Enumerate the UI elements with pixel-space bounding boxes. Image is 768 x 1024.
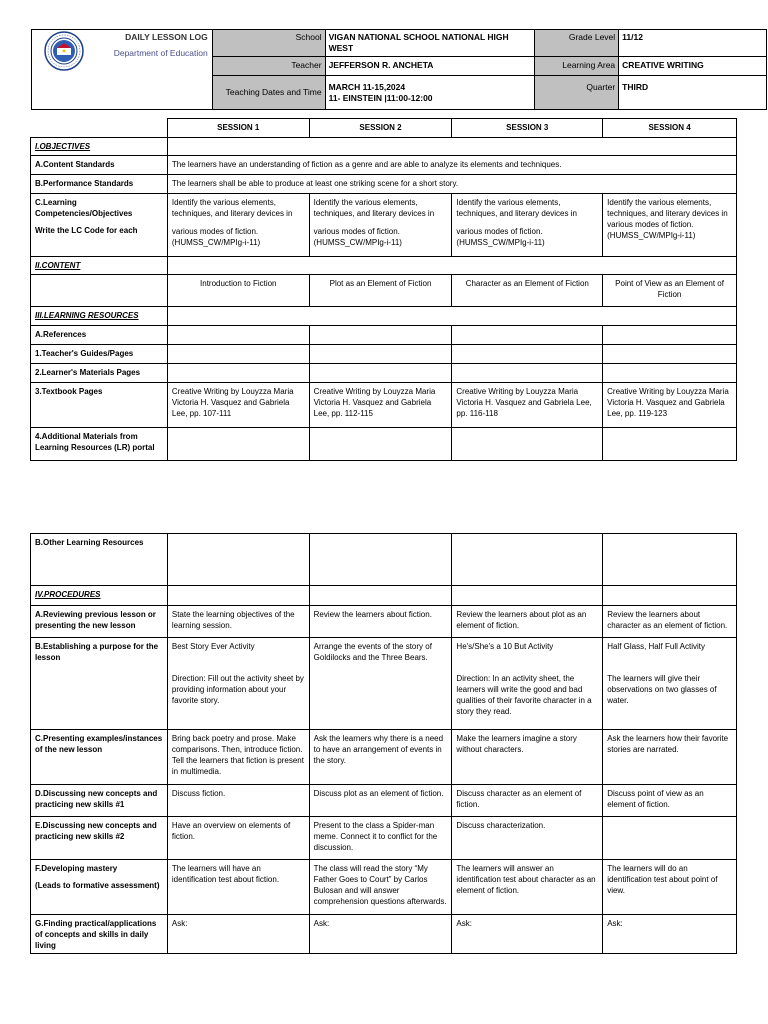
grade-value: 11/12	[619, 30, 767, 57]
procedure-f-session-1: The learners will have an identification test about fiction.	[167, 860, 309, 915]
dates-label: Teaching Dates and Time	[212, 76, 325, 110]
procedure-a-session-2: Review the learners about fiction.	[309, 606, 452, 638]
corner-blank	[31, 119, 168, 138]
resources-blank	[167, 307, 736, 326]
procedure-d-session-3: Discuss character as an element of fiction.	[452, 785, 603, 817]
procedure-e-session-3: Discuss characterization.	[452, 817, 603, 860]
grade-label: Grade Level	[535, 30, 619, 57]
procedure-g-session-4: Ask:	[603, 915, 737, 954]
session-2-header: SESSION 2	[309, 119, 452, 138]
procedure-g-session-2: Ask:	[309, 915, 452, 954]
lc-code-label: Write the LC Code for each	[35, 226, 138, 235]
procedure-f-session-3: The learners will answer an identification test about character as an element of fiction.	[452, 860, 603, 915]
topic-session-2: Plot as an Element of Fiction	[309, 275, 452, 307]
textbook-label: 3.Textbook Pages	[31, 383, 168, 428]
teacher-value: JEFFERSON R. ANCHETA	[325, 57, 535, 76]
procedure-c-session-4: Ask the learners how their favorite stories are narrated.	[603, 730, 737, 785]
procedures-heading: IV.PROCEDURES	[31, 586, 168, 606]
resources-heading: III.LEARNING RESOURCES	[31, 307, 168, 326]
procedure-d-session-1: Discuss fiction.	[167, 785, 309, 817]
lesson-table-part-2	[30, 533, 737, 954]
quarter-label: Quarter	[535, 76, 619, 110]
procedure-e-session-4	[603, 817, 737, 860]
header-brand-cell	[32, 30, 213, 110]
competency-session-1: Identify the various elements, techniques, and literary devices in various modes of fiction. (HUMSS_CW/MPIg-i-11)	[167, 194, 309, 257]
area-label: Learning Area	[535, 57, 619, 76]
procedure-d-session-2: Discuss plot as an element of fiction.	[309, 785, 452, 817]
procedure-c-session-2: Ask the learners why there is a need to have an arrangement of events in the story.	[309, 730, 452, 785]
procedure-b-session-3: He's/She's a 10 But Activity Direction: In an activity sheet, the learners will write the good and bad qualities of their favorite character in a story they read.	[452, 638, 603, 730]
performance-standards-label: B.Performance Standards	[31, 175, 168, 194]
school-value: VIGAN NATIONAL SCHOOL NATIONAL HIGH WEST	[325, 30, 535, 57]
procedure-f-sub-label: (Leads to formative assessment)	[35, 881, 160, 890]
performance-standards-value: The learners shall be able to produce at least one striking scene for a short story.	[167, 175, 736, 194]
procedure-f-label-cell	[31, 860, 168, 915]
teachers-guide-label: 1.Teacher's Guides/Pages	[31, 345, 168, 364]
procedure-e-session-1: Have an overview on elements of fiction.	[167, 817, 309, 860]
area-value: CREATIVE WRITING	[619, 57, 767, 76]
content-standards-label: A.Content Standards	[31, 156, 168, 175]
procedure-d-label: D.Discussing new concepts and practicing new skills #1	[31, 785, 168, 817]
competency-session-4: Identify the various elements, techniques, and literary devices in various modes of fiction. (HUMSS_CW/MPIg-i-11)	[603, 194, 737, 257]
quarter-value: THIRD	[619, 76, 767, 110]
competencies-label-cell	[31, 194, 168, 257]
textbook-session-3: Creative Writing by Louyzza Maria Victoria H. Vasquez and Gabriela Lee, pp. 116-118	[452, 383, 603, 428]
procedure-b-session-1: Best Story Ever Activity Direction: Fill out the activity sheet by providing information about your favorite story.	[167, 638, 309, 730]
textbook-session-2: Creative Writing by Louyzza Maria Victoria H. Vasquez and Gabriela Lee, pp. 112-115	[309, 383, 452, 428]
objectives-blank	[167, 138, 736, 156]
objectives-heading: I.OBJECTIVES	[31, 138, 168, 156]
content-heading-blank	[167, 257, 736, 275]
textbook-session-1: Creative Writing by Louyzza Maria Victoria H. Vasquez and Gabriela Lee, pp. 107-111	[167, 383, 309, 428]
session-3-header: SESSION 3	[452, 119, 603, 138]
procedure-b-session-2: Arrange the events of the story of Goldilocks and the Three Bears.	[309, 638, 452, 730]
teacher-label: Teacher	[212, 57, 325, 76]
competencies-label: C.Learning Competencies/Objectives	[35, 198, 133, 218]
dates-value	[325, 76, 535, 110]
textbook-session-4: Creative Writing by Louyzza Maria Victoria H. Vasquez and Gabriela Lee, pp. 119-123	[603, 383, 737, 428]
procedure-f-session-2: The class will read the story “My Father Goes to Court” by Carlos Bulosan and will answer comprehension questions afterwards.	[309, 860, 452, 915]
procedure-a-session-1: State the learning objectives of the learning session.	[167, 606, 309, 638]
procedure-e-label: E.Discussing new concepts and practicing new skills #2	[31, 817, 168, 860]
procedure-c-label: C.Presenting examples/instances of the new lesson	[31, 730, 168, 785]
procedure-b-label: B.Establishing a purpose for the lesson	[31, 638, 168, 730]
department-name: Department of Education	[113, 48, 208, 58]
header-table	[31, 29, 767, 110]
procedure-c-session-3: Make the learners imagine a story without characters.	[452, 730, 603, 785]
learners-materials-label: 2.Learner's Materials Pages	[31, 364, 168, 383]
session-4-header: SESSION 4	[603, 119, 737, 138]
procedure-d-session-4: Discuss point of view as an element of fiction.	[603, 785, 737, 817]
competency-session-3: Identify the various elements, techniques, and literary devices in various modes of fiction. (HUMSS_CW/MPIg-i-11)	[452, 194, 603, 257]
dates-line-2: 11- EINSTEIN |11:00-12:00	[328, 92, 433, 103]
procedure-f-label: F.Developing mastery	[35, 864, 118, 873]
procedure-g-session-1: Ask:	[167, 915, 309, 954]
content-topics-blank	[31, 275, 168, 307]
procedure-g-label: G.Finding practical/applications of concepts and skills in daily living	[31, 915, 168, 954]
additional-materials-label: 4.Additional Materials from Learning Resources (LR) portal	[31, 428, 168, 461]
topic-session-4: Point of View as an Element of Fiction	[603, 275, 737, 307]
procedure-a-label: A.Reviewing previous lesson or presenting the new lesson	[31, 606, 168, 638]
content-standards-value: The learners have an understanding of fiction as a genre and are able to analyze its elements and techniques.	[167, 156, 736, 175]
log-title: DAILY LESSON LOG	[125, 32, 208, 42]
topic-session-1: Introduction to Fiction	[167, 275, 309, 307]
procedure-e-session-2: Present to the class a Spider-man meme. Connect it to conflict for the discussion.	[309, 817, 452, 860]
other-resources-label: B.Other Learning Resources	[31, 534, 168, 586]
competency-session-2: Identify the various elements, techniques, and literary devices in various modes of fiction. (HUMSS_CW/MPIg-i-11)	[309, 194, 452, 257]
procedure-a-session-3: Review the learners about plot as an element of fiction.	[452, 606, 603, 638]
procedure-f-session-4: The learners will do an identification test about point of view.	[603, 860, 737, 915]
procedure-c-session-1: Bring back poetry and prose. Make comparisons. Then, introduce fiction. Tell the learners that fiction is present in multimedia.	[167, 730, 309, 785]
session-1-header: SESSION 1	[167, 119, 309, 138]
procedure-b-session-4: Half Glass, Half Full Activity The learners will give their observations on two glasses of water.	[603, 638, 737, 730]
school-label: School	[212, 30, 325, 57]
references-label: A.References	[31, 326, 168, 345]
topic-session-3: Character as an Element of Fiction	[452, 275, 603, 307]
content-heading: II.CONTENT	[31, 257, 168, 275]
lesson-table-part-1	[30, 118, 737, 461]
procedure-a-session-4: Review the learners about character as an element of fiction.	[603, 606, 737, 638]
procedure-g-session-3: Ask:	[452, 915, 603, 954]
dates-line-1: MARCH 11-15,2024	[328, 81, 406, 92]
